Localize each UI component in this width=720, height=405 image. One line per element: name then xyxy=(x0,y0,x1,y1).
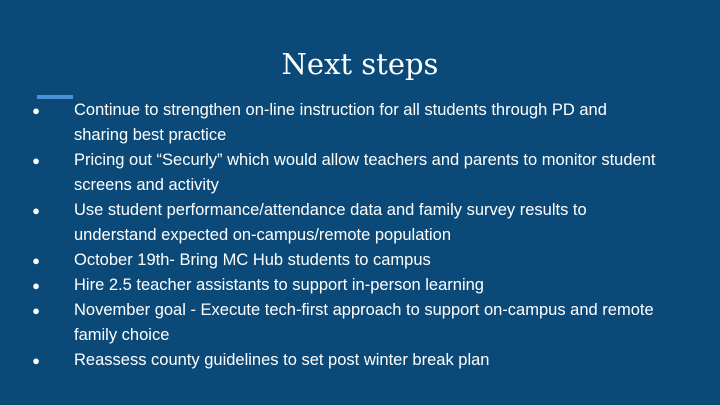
bullet-icon: ● xyxy=(32,253,40,268)
bullet-item xyxy=(30,148,660,198)
bullet-icon: ● xyxy=(32,153,40,168)
bullet-text: Reassess county guidelines to set post winter break plan xyxy=(74,351,490,369)
bullet-list xyxy=(30,98,660,373)
bullet-item xyxy=(30,298,660,348)
bullet-item xyxy=(30,198,660,248)
bullet-text: October 19th- Bring MC Hub students to campus xyxy=(74,251,431,269)
bullet-item xyxy=(30,273,660,298)
bullet-text: Use student performance/attendance data and family survey results to understand expected on-campus/remote population xyxy=(74,201,587,244)
bullet-icon: ● xyxy=(32,353,40,368)
bullet-item xyxy=(30,248,660,273)
bullet-text: November goal - Execute tech-first approach to support on-campus and remote family choice xyxy=(74,301,654,344)
bullet-text: Hire 2.5 teacher assistants to support in-person learning xyxy=(74,276,484,294)
bullet-icon: ● xyxy=(32,303,40,318)
bullet-icon: ● xyxy=(32,103,40,118)
bullet-text: Pricing out “Securly” which would allow teachers and parents to monitor student screens and activity xyxy=(74,151,656,194)
bullet-text: Continue to strengthen on-line instruction for all students through PD and sharing best practice xyxy=(74,101,607,144)
slide-title: Next steps xyxy=(281,47,439,81)
bullet-item xyxy=(30,348,660,373)
bullet-icon: ● xyxy=(32,278,40,293)
bullet-icon: ● xyxy=(32,203,40,218)
bullet-item xyxy=(30,98,660,148)
